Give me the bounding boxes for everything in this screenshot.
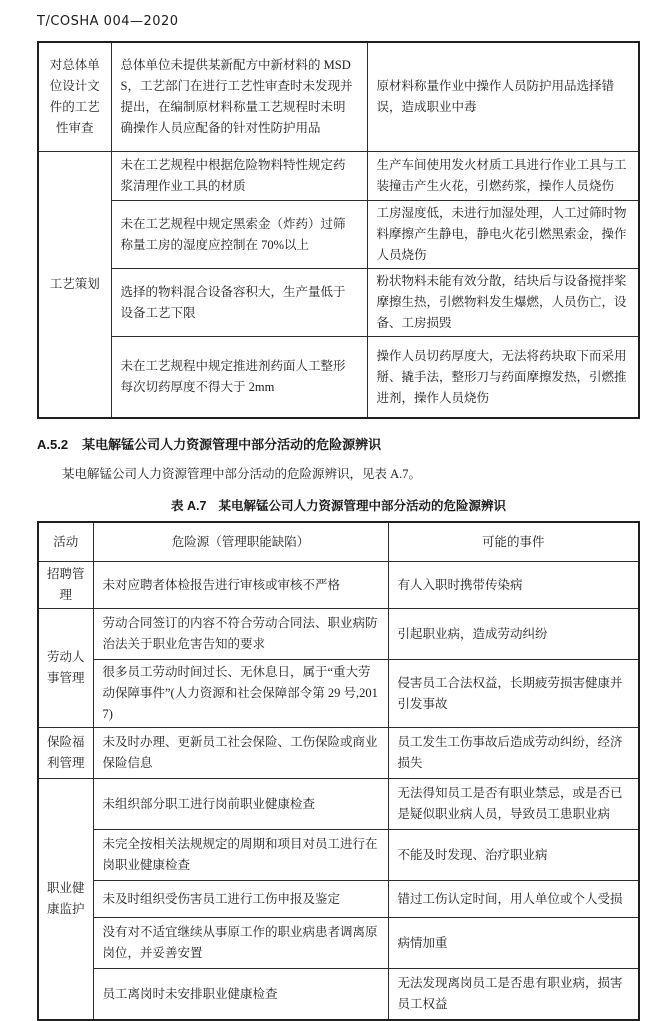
hazard-cell: 没有对不适宜继续从事原工作的职业病患者调离原岗位，并妥善安置 [93,918,388,969]
table-row [38,918,639,969]
table-row [38,660,639,728]
doc-code: T/COSHA 004—2020 [37,14,179,29]
hazard-cell: 未完全按相关法规规定的周期和项目对员工进行在岗职业健康检查 [93,830,388,881]
event-cell: 工房湿度低，未进行加湿处理，人工过筛时物料摩擦产生静电，静电火花引燃黑索金，操作人员烧伤 [367,201,639,269]
activity-cell: 劳动人事管理 [38,609,93,728]
table-header-row [38,522,639,562]
hazard-cell: 未在工艺规程中根据危险物料特性规定药浆清理作业工具的材质 [111,152,367,201]
event-cell: 操作人员切药厚度大，无法将药块取下而采用掰、撬手法，整形刀与药面摩擦发热，引燃推进剂，操作人员烧伤 [367,337,639,419]
hazard-cell: 未及时办理、更新员工社会保险、工伤保险或商业保险信息 [93,728,388,779]
hazard-cell: 劳动合同签订的内容不符合劳动合同法、职业病防治法关于职业危害告知的要求 [93,609,388,660]
header-hazard: 危险源（管理职能缺陷） [93,522,388,562]
table-row [38,269,639,337]
event-cell: 引起职业病，造成劳动纠纷 [388,609,639,660]
table-row [38,779,639,830]
table-a7-title: 某电解锰公司人力资源管理中部分活动的危险源辨识 [218,499,506,513]
hazard-cell: 未及时组织受伤害员工进行工伤申报及鉴定 [93,881,388,918]
table-row [38,42,639,152]
section-number: A.5.2 [37,437,69,452]
table-a6-hazard-identification [37,41,640,419]
table-row [38,830,639,881]
event-cell: 错过工伤认定时间，用人单位或个人受损 [388,881,639,918]
table-row [38,969,639,1021]
header-event: 可能的事件 [388,522,639,562]
section-paragraph: 某电解锰公司人力资源管理中部分活动的危险源辨识，见表 A.7。 [62,467,422,481]
event-cell: 不能及时发现、治疗职业病 [388,830,639,881]
activity-cell: 对总体单位设计文件的工艺性审查 [38,42,111,152]
section-heading [37,434,640,453]
table-row [38,728,639,779]
event-cell: 原材料称量作业中操作人员防护用品选择错误，造成职业中毒 [367,42,639,152]
hazard-cell: 未在工艺规程中规定推进剂药面人工整形每次切药厚度不得大于 2mm [111,337,367,419]
hazard-cell: 未对应聘者体检报告进行审核或审核不严格 [93,562,388,609]
hazard-cell: 未在工艺规程中规定黑索金（炸药）过筛称量工房的湿度应控制在 70%以上 [111,201,367,269]
hazard-cell: 很多员工劳动时间过长、无休息日，属于“重大劳动保障事件”(人力资源和社会保障部令第 29 号,2017) [93,660,388,728]
hazard-cell: 选择的物料混合设备容积大，生产量低于设备工艺下限 [111,269,367,337]
activity-cell: 招聘管理 [38,562,93,609]
event-cell: 生产车间使用发火材质工具进行作业工具与工装撞击产生火花，引燃药浆，操作人员烧伤 [367,152,639,201]
event-cell: 侵害员工合法权益，长期疲劳损害健康并引发事故 [388,660,639,728]
table-a7-caption [37,496,640,514]
activity-cell: 工艺策划 [38,152,111,419]
event-cell: 有人入职时携带传染病 [388,562,639,609]
table-row [38,152,639,201]
table-row [38,609,639,660]
table-row [38,337,639,419]
hazard-cell: 员工离岗时未安排职业健康检查 [93,969,388,1021]
hazard-cell: 总体单位未提供某新配方中新材料的 MSDS，工艺部门在进行工艺性审查时未发现并提出，在编制原材料称量工艺规程时未明确操作人员应配备的针对性防护用品 [111,42,367,152]
activity-cell: 保险福利管理 [38,728,93,779]
table-row [38,201,639,269]
event-cell: 病情加重 [388,918,639,969]
event-cell: 粉状物料未能有效分散，结块后与设备搅拌桨摩擦生热，引燃物料发生爆燃，人员伤亡，设备、工房损毁 [367,269,639,337]
header-activity: 活动 [38,522,93,562]
table-a7-hazard-identification [37,521,640,1021]
event-cell: 无法得知员工是否有职业禁忌，或是否已是疑似职业病人员，导致员工患职业病 [388,779,639,830]
table-row [38,881,639,918]
event-cell: 员工发生工伤事故后造成劳动纠纷，经济损失 [388,728,639,779]
event-cell: 无法发现离岗员工是否患有职业病，损害员工权益 [388,969,639,1021]
table-row [38,562,639,609]
activity-cell: 职业健康监护 [38,779,93,1021]
section-title: 某电解锰公司人力资源管理中部分活动的危险源辨识 [82,437,382,452]
table-a7-label: 表 A.7 [171,499,207,513]
hazard-cell: 未组织部分职工进行岗前职业健康检查 [93,779,388,830]
